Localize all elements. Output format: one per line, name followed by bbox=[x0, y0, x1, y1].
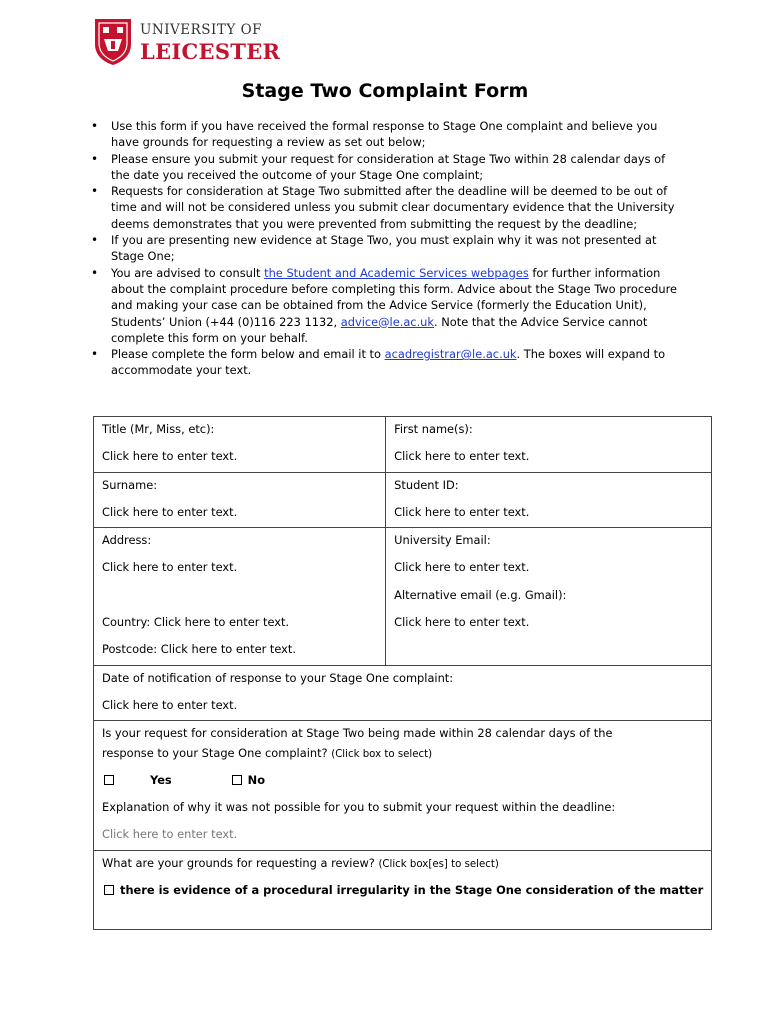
instruction-text: for further information about the complaint procedure before completing this form. Advice about the Stage Two procedure and making your case can be obtained from the Advice Service (formerly the Education Unit), Students’ Union (+44 (0)116 223 1132, bbox=[111, 265, 678, 329]
date-field[interactable]: Click here to enter text. bbox=[102, 697, 238, 712]
postcode-line bbox=[102, 637, 377, 664]
address-label: Address: bbox=[102, 533, 152, 548]
yes-label: Yes bbox=[150, 772, 172, 787]
instruction-text: Requests for consideration at Stage Two submitted after the deadline will be deemed to be out of time and will not be considered unless you submit clear documentary evidence that the University deems demonstrates that you were prevented from submitting the request by the deadline; bbox=[111, 184, 675, 231]
postcode-label: Postcode: bbox=[102, 642, 161, 657]
no-checkbox[interactable] bbox=[232, 775, 242, 785]
title-cell bbox=[94, 417, 386, 473]
explanation-label: Explanation of why it was not possible for you to submit your request within the deadline: bbox=[102, 800, 616, 815]
instruction-text: . The boxes will expand to accommodate your text. bbox=[111, 347, 666, 378]
explanation-field[interactable]: Click here to enter text. bbox=[102, 827, 238, 842]
deadline-question-text: response to your Stage One complaint? bbox=[102, 745, 332, 760]
click-box-note: (Click box to select) bbox=[331, 748, 433, 760]
title-field[interactable]: Click here to enter text. bbox=[102, 449, 238, 464]
university-email-label: University Email: bbox=[394, 533, 491, 548]
yes-no-line bbox=[102, 768, 703, 795]
table-row bbox=[94, 417, 712, 473]
surname-cell bbox=[94, 472, 386, 528]
alt-email-label: Alternative email (e.g. Gmail): bbox=[394, 587, 567, 602]
surname-label: Surname: bbox=[102, 477, 158, 492]
grounds-question: What are your grounds for requesting a review? bbox=[102, 855, 379, 870]
alt-email-field[interactable]: Click here to enter text. bbox=[394, 615, 530, 630]
sas-webpages-link[interactable]: the Student and Academic Services webpages bbox=[264, 265, 529, 280]
deadline-question-line2 bbox=[102, 741, 703, 768]
date-cell bbox=[94, 665, 712, 721]
instruction-text: Please complete the form below and email it to bbox=[111, 347, 385, 362]
student-id-field[interactable]: Click here to enter text. bbox=[394, 504, 530, 519]
table-row bbox=[94, 721, 712, 850]
instruction-item bbox=[91, 265, 681, 346]
instruction-text: Use this form if you have received the formal response to Stage One complaint and believe you have grounds for requesting a review as set out below; bbox=[111, 119, 658, 150]
student-id-label: Student ID: bbox=[394, 477, 459, 492]
address-cell bbox=[94, 528, 386, 665]
table-row bbox=[94, 472, 712, 528]
table-row bbox=[94, 850, 712, 929]
grounds-cell bbox=[94, 850, 712, 929]
date-label: Date of notification of response to your Stage One complaint: bbox=[102, 670, 454, 685]
click-boxes-note: (Click box[es] to select) bbox=[378, 858, 499, 870]
first-name-field[interactable]: Click here to enter text. bbox=[394, 449, 530, 464]
table-row bbox=[94, 665, 712, 721]
procedural-irregularity-label: there is evidence of a procedural irregularity in the Stage One consideration of the matter bbox=[120, 883, 704, 898]
surname-field[interactable]: Click here to enter text. bbox=[102, 504, 238, 519]
email-cell bbox=[386, 528, 712, 665]
university-email-field[interactable]: Click here to enter text. bbox=[394, 560, 530, 575]
instructions-list bbox=[91, 118, 681, 379]
ground-option-line bbox=[102, 878, 703, 905]
spacer bbox=[102, 583, 377, 610]
postcode-field[interactable]: Click here to enter text. bbox=[160, 642, 296, 657]
address-field[interactable]: Click here to enter text. bbox=[102, 560, 238, 575]
instruction-text: If you are presenting new evidence at Stage Two, you must explain why it was not presented at Stage One; bbox=[111, 233, 657, 264]
instruction-text: You are advised to consult bbox=[111, 265, 265, 280]
country-line bbox=[102, 610, 377, 637]
instruction-text: Please ensure you submit your request for consideration at Stage Two within 28 calendar days of the date you received the outcome of your Stage One complaint; bbox=[111, 151, 666, 182]
first-name-cell bbox=[386, 417, 712, 473]
page-title: Stage Two Complaint Form bbox=[241, 80, 529, 102]
complaint-form-table bbox=[93, 416, 712, 930]
instruction-item bbox=[91, 151, 681, 184]
table-row bbox=[94, 528, 712, 665]
first-name-label: First name(s): bbox=[394, 422, 473, 436]
yes-checkbox[interactable] bbox=[104, 775, 114, 785]
logo-line-leicester: LEICESTER bbox=[140, 39, 281, 64]
instruction-item bbox=[91, 346, 681, 379]
no-label: No bbox=[247, 772, 266, 787]
instruction-text: . Note that the Advice Service cannot complete this form on your behalf. bbox=[111, 314, 648, 345]
procedural-irregularity-checkbox[interactable] bbox=[104, 885, 114, 895]
instruction-item bbox=[91, 232, 681, 265]
advice-email-link[interactable]: advice@le.ac.uk bbox=[340, 314, 434, 329]
deadline-cell bbox=[94, 721, 712, 850]
country-label: Country: bbox=[102, 615, 154, 630]
student-id-cell bbox=[386, 472, 712, 528]
university-logo bbox=[94, 18, 294, 70]
logo-line-university: UNIVERSITY OF bbox=[140, 22, 263, 38]
instruction-item bbox=[91, 118, 681, 151]
title-label: Title (Mr, Miss, etc): bbox=[102, 422, 215, 436]
acadregistrar-email-link[interactable]: acadregistrar@le.ac.uk bbox=[384, 347, 517, 362]
grounds-question-line bbox=[102, 851, 703, 878]
deadline-question-line1: Is your request for consideration at Stage Two being made within 28 calendar days of the bbox=[102, 726, 613, 741]
shield-icon bbox=[94, 18, 132, 66]
country-field[interactable]: Click here to enter text. bbox=[153, 615, 290, 630]
instruction-item bbox=[91, 183, 681, 232]
